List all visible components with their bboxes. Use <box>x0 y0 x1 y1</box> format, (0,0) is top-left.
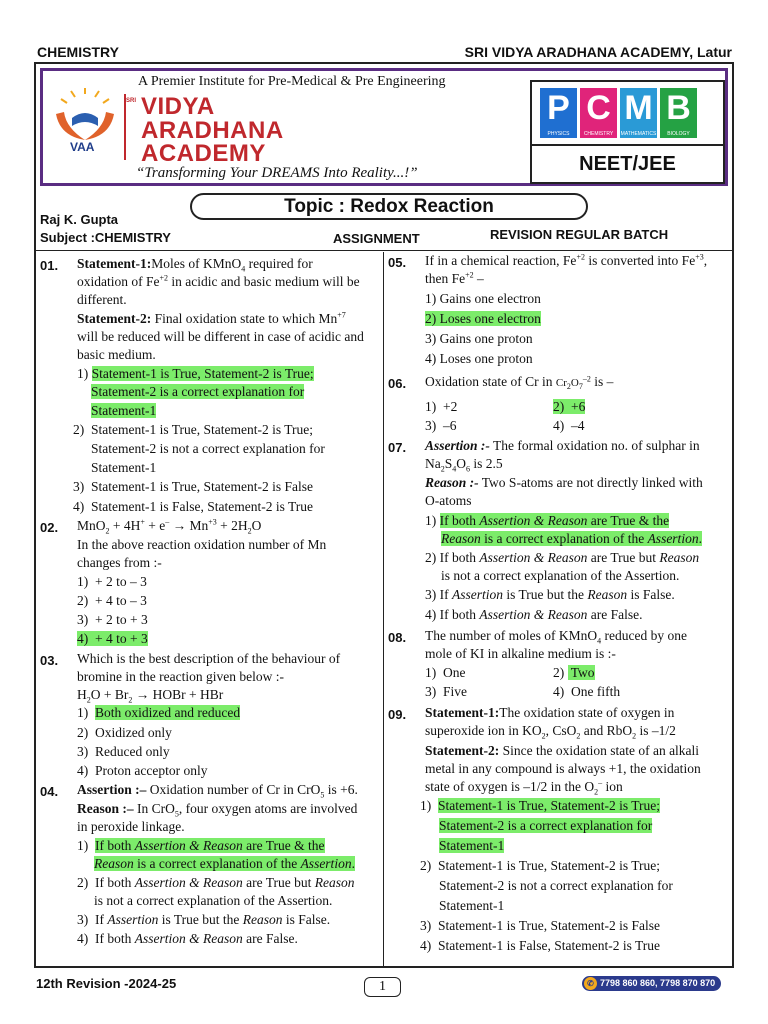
option: 1) +2 <box>425 399 458 414</box>
question-text: bromine in the reaction given below :- <box>77 669 284 684</box>
question-text: If in a chemical reaction, $Fe^{+2}$ is converted into $Fe^{+3}$, <box>425 252 708 268</box>
question-text: then $Fe^{+2}$ – <box>425 270 484 286</box>
option-correct: 2) +6 <box>553 399 586 414</box>
pcmb-m: M MATHEMATICS <box>620 89 657 137</box>
option: 4) Statement-1 is False, Statement-2 is True <box>73 499 313 514</box>
option-correct: 1) Statement-1 is True, Statement-2 is True; <box>77 366 314 381</box>
question-text: Reason :– In CrO$_5$, four oxygen atoms are involved <box>77 801 358 819</box>
option: 4) Loses one proton <box>425 351 533 366</box>
option: 3) Gains one proton <box>425 331 533 346</box>
option-correct: 2) Two <box>553 665 595 680</box>
option-correct: 1) If both Assertion & Reason are True & the <box>77 838 325 853</box>
pcmb-c: C CHEMISTRY <box>580 88 617 138</box>
question-text: Statement-2: Final oxidation state to which $Mn^{+7}$ <box>77 310 346 326</box>
option: 2) If both Assertion & Reason are True but Reason <box>77 875 355 890</box>
phone-numbers: 7798 860 860, 7798 870 870 <box>600 978 716 988</box>
option: 3) Statement-1 is True, Statement-2 is False <box>420 918 660 933</box>
option: 4) If both Assertion & Reason are False. <box>77 931 298 946</box>
question-text: in peroxide linkage. <box>77 819 185 834</box>
pcmb-p: P PHYSICS <box>540 88 577 138</box>
option-correct: 4) + 4 to + 3 <box>77 631 148 646</box>
option: 3) If Assertion is True but the Reason is False. <box>77 912 331 927</box>
question-text: state of oxygen is –1/2 in the $O_2^-$ ion <box>425 778 623 797</box>
option: 2) Statement-1 is True, Statement-2 is True; <box>420 858 661 873</box>
option: 4) Proton acceptor only <box>77 763 208 778</box>
option-correct: Statement-1 <box>439 838 505 853</box>
option-correct: 1) Both oxidized and reduced <box>77 705 241 720</box>
question-number: 04. <box>40 784 59 799</box>
phone-icon: ✆ <box>584 977 597 990</box>
option: 2) Statement-1 is True, Statement-2 is True; <box>73 422 314 437</box>
option: 2) Oxidized only <box>77 725 172 740</box>
option: 4) Statement-1 is False, Statement-2 is True <box>420 938 660 953</box>
teacher-name: Raj K. Gupta <box>40 212 119 227</box>
option-correct: Statement-2 is a correct explanation for <box>439 818 653 833</box>
pcmb-b: B BIOLOGY <box>660 88 697 138</box>
brand-line-3: ACADEMY <box>141 140 266 167</box>
option: Statement-1 <box>91 460 157 475</box>
option: 3) If Assertion is True but the Reason is False. <box>425 587 675 602</box>
logo-text: VAA <box>70 140 95 154</box>
brand-sri: SRI <box>126 98 137 104</box>
question-text: In the above reaction oxidation number of Mn <box>77 537 327 552</box>
option: Statement-2 is not a correct explanation for <box>439 878 673 893</box>
question-text: Oxidation state of Cr in $Cr_2O_7^{-2}$ is – <box>425 374 614 392</box>
question-number: 03. <box>40 653 59 668</box>
option: 2) + 4 to – 3 <box>77 593 147 608</box>
brand-line-2: ARADHANA <box>141 117 284 144</box>
question-text: Reason :- Two S-atoms are not directly linked with <box>425 475 703 490</box>
question-number: 06. <box>388 376 407 391</box>
topic-title: Topic : Redox Reaction <box>190 193 588 220</box>
option: 2) If both Assertion & Reason are True but Reason <box>425 550 700 565</box>
institute-motto: “Transforming Your DREAMS Into Reality...!” <box>136 165 418 181</box>
question-text: Which is the best description of the behaviour of <box>77 651 341 666</box>
question-text: $Na_2S_4O_6$ is 2.5 <box>425 456 503 474</box>
institute-tagline: A Premier Institute for Pre-Medical & Pre Engineering <box>138 74 446 89</box>
batch-label: REVISION REGULAR BATCH <box>490 227 669 242</box>
question-text: superoxide ion in $KO_2$, CsO$_2$ and RbO$_2$ is –1/2 <box>425 723 676 741</box>
question-text: $H_2O + Br_2$ → HOBr + HBr <box>77 687 224 705</box>
option: 3) Reduced only <box>77 744 170 759</box>
header-subject: CHEMISTRY <box>37 44 119 60</box>
question-text: The number of moles of KMnO$_4$ reduced by one <box>425 628 687 646</box>
option: 4) –4 <box>553 418 585 433</box>
option: 3) + 2 to + 3 <box>77 612 148 627</box>
option: 3) –6 <box>425 418 457 433</box>
question-text: Assertion :– Oxidation number of Cr in CrO$_5$ is +6. <box>77 782 358 800</box>
option: 3) Statement-1 is True, Statement-2 is False <box>73 479 313 494</box>
option: 1) + 2 to – 3 <box>77 574 147 589</box>
option: Statement-1 <box>439 898 505 913</box>
question-text: Statement-2: Since the oxidation state of an alkali <box>425 743 700 758</box>
question-number: 07. <box>388 440 407 455</box>
brand-line-1: VIDYA <box>141 93 215 120</box>
question-text: mole of KI in alkaline medium is :- <box>425 646 616 661</box>
question-text: O-atoms <box>425 493 472 508</box>
question-text: basic medium. <box>77 347 156 362</box>
option-correct: Reason is a correct explanation of the Assertion. <box>94 856 355 871</box>
column-divider <box>383 252 384 966</box>
option: 4) One fifth <box>553 684 621 699</box>
question-text: changes from :- <box>77 555 162 570</box>
option-correct: 1) If both Assertion & Reason are True & the <box>425 513 670 528</box>
option-correct: Reason is a correct explanation of the Assertion. <box>441 531 702 546</box>
question-text: Assertion :- The formal oxidation no. of sulphar in <box>425 438 700 453</box>
option-correct: 2) Loses one electron <box>425 311 541 326</box>
question-number: 09. <box>388 707 407 722</box>
question-text: Statement-1:Moles of KMnO$_4$ required for <box>77 256 313 274</box>
question-number: 05. <box>388 255 407 270</box>
academy-logo <box>50 88 120 158</box>
option-correct: Statement-1 <box>91 403 157 418</box>
option-correct: 1) Statement-1 is True, Statement-2 is True; <box>420 798 661 813</box>
question-text: will be reduced will be different in case of acidic and <box>77 329 364 344</box>
option: Statement-2 is not a correct explanation for <box>91 441 325 456</box>
question-text: $MnO_2 + 4H^+ + e^- \to Mn^{+3} + 2H_2O$ <box>77 517 262 536</box>
option-correct: Statement-2 is a correct explanation for <box>91 384 305 399</box>
question-text: metal in any compound is always +1, the oxidation <box>425 761 701 776</box>
exam-label: NEET/JEE <box>532 144 723 182</box>
revision-label: 12th Revision -2024-25 <box>36 976 177 991</box>
subject-line: Subject :CHEMISTRY <box>40 230 171 245</box>
question-text: Statement-1:The oxidation state of oxygen in <box>425 705 675 720</box>
option: is not a correct explanation of the Assertion. <box>94 893 333 908</box>
option: is not a correct explanation of the Assertion. <box>441 568 680 583</box>
question-text: oxidation of $Fe^{+2}$ in acidic and basic medium will be <box>77 273 360 289</box>
header-academy: SRI VIDYA ARADHANA ACADEMY, Latur <box>464 44 732 60</box>
option: 1) Gains one electron <box>425 291 541 306</box>
page-number: 1 <box>364 977 401 997</box>
question-number: 02. <box>40 520 59 535</box>
pcmb-box <box>530 80 725 184</box>
question-number: 01. <box>40 258 59 273</box>
assignment-label: ASSIGNMENT <box>333 231 420 246</box>
option: 1) One <box>425 665 466 680</box>
question-number: 08. <box>388 630 407 645</box>
option: 3) Five <box>425 684 467 699</box>
question-text: different. <box>77 292 127 307</box>
option: 4) If both Assertion & Reason are False. <box>425 607 643 622</box>
phone-badge <box>582 976 721 991</box>
